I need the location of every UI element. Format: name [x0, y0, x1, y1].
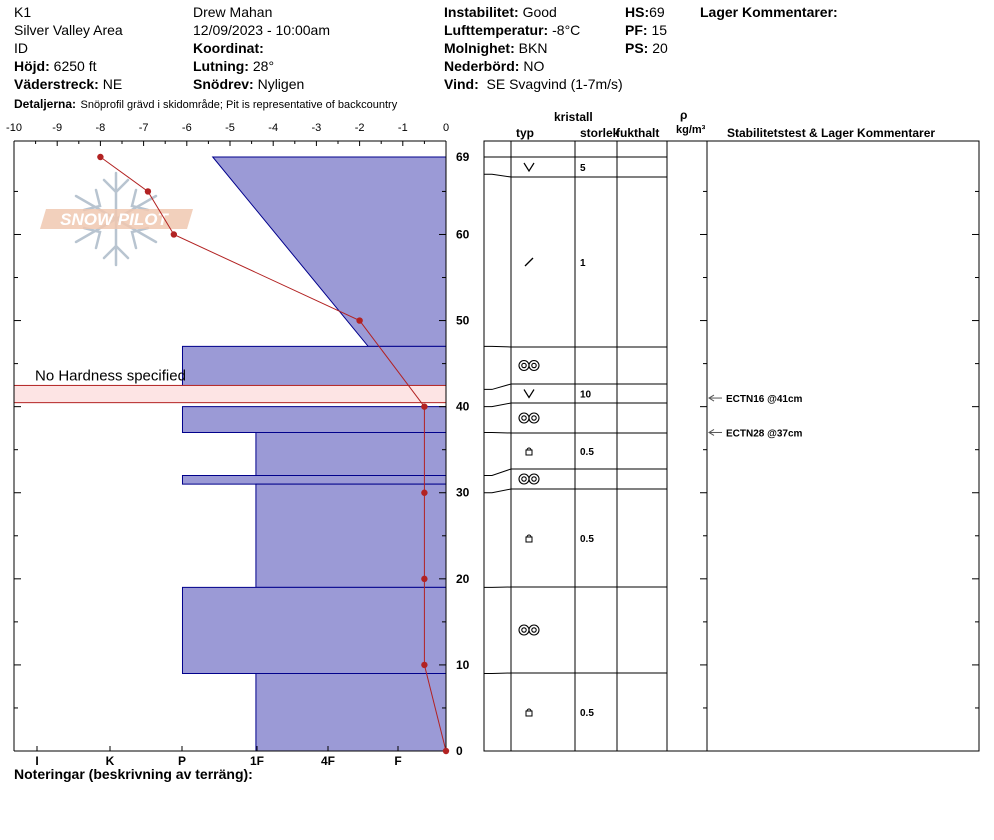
type-header: typ: [516, 126, 534, 140]
hardness-layer: [182, 476, 446, 485]
temp-point: [97, 154, 103, 160]
rounded-glyph-box: [526, 711, 532, 716]
temp-tick-label: -8: [95, 122, 106, 134]
hardness-layer: [182, 587, 446, 673]
temp-tick-label: -5: [225, 122, 235, 134]
details-label: Detaljerna:: [14, 97, 77, 111]
pit-name: K1: [14, 4, 32, 20]
table-border: [484, 141, 979, 751]
watermark-text: SNOW PILOT: [60, 210, 168, 229]
pf-label: PF:: [625, 22, 648, 38]
size-header: storlek: [580, 126, 620, 140]
temp-tick-label: -2: [354, 122, 365, 134]
comments-header: Stabilitetstest & Lager Kommentarer: [727, 126, 936, 140]
no-hardness-band: [14, 385, 446, 402]
elevation-value: 6250 ft: [53, 58, 97, 74]
notes-label: Noteringar (beskrivning av terräng):: [14, 766, 253, 782]
precip-value: NO: [523, 58, 545, 74]
faceted-glyph: [524, 390, 534, 398]
observer: Drew Mahan: [193, 4, 273, 20]
temp-point: [421, 576, 427, 582]
layer-size: 5: [580, 163, 586, 174]
details-text: Snöprofil grävd i skidområde; Pit is representative of backcountry: [80, 99, 398, 111]
stability-test-label: ECTN28 @37cm: [726, 428, 803, 440]
rounded-glyph-box: [526, 537, 532, 542]
slope-value: 28°: [252, 58, 275, 74]
wind-loading-label: Snödrev:: [193, 76, 254, 92]
layer-size: 0.5: [580, 708, 594, 719]
hardness-layer: [256, 432, 446, 475]
melt-freeze-crystal-icon: [519, 413, 539, 423]
no-hardness-label: No Hardness specified: [35, 367, 186, 385]
hardness-tick-label: 4F: [320, 754, 336, 768]
state: ID: [14, 40, 28, 56]
height-tick-label: 40: [456, 399, 470, 414]
temp-tick-label: -6: [181, 122, 192, 134]
rounded-crystal-icon: [526, 709, 532, 716]
coordinate-label: Koordinat:: [193, 40, 264, 56]
melt-freeze-ring: [529, 413, 539, 423]
height-tick-label: 50: [456, 313, 470, 328]
layer-connector: [484, 384, 511, 389]
melt-freeze-ring: [529, 361, 539, 371]
layer-comments-label: Lager Kommentarer:: [700, 4, 838, 20]
hardness-profile: [182, 157, 446, 751]
crystal-header: kristall: [554, 110, 593, 124]
ps-label: PS:: [625, 40, 649, 56]
layer-size: 10: [580, 389, 592, 401]
decomposing-crystal-icon: [525, 258, 533, 266]
melt-freeze-ring: [519, 474, 529, 484]
precip-label: Nederbörd:: [444, 58, 520, 74]
height-tick-label: 69: [456, 150, 470, 164]
temp-point: [421, 403, 427, 409]
layer-size: 0.5: [580, 534, 594, 545]
melt-freeze-inner: [532, 363, 536, 367]
melt-freeze-inner: [522, 416, 526, 420]
hardness-layer: [213, 157, 446, 346]
stability-value: Good: [522, 4, 557, 20]
wind-label: Vind:: [444, 76, 479, 92]
hardness-layer: [256, 674, 446, 751]
layer-connector: [484, 489, 511, 493]
melt-freeze-inner: [522, 628, 526, 632]
snowpilot-watermark: [40, 173, 193, 265]
layer-connector: [484, 403, 511, 407]
melt-freeze-ring: [519, 361, 529, 371]
layer-connector: [484, 174, 511, 177]
temp-point: [421, 490, 427, 496]
layer-connector: [484, 469, 511, 476]
temp-point: [145, 188, 151, 194]
wind-value: SE Svagvind (1-7m/s): [486, 76, 623, 92]
decomposing-glyph: [525, 258, 533, 266]
rounded-crystal-icon: [526, 535, 532, 542]
hardness-tick-label: I: [35, 754, 39, 768]
air-temp-label: Lufttemperatur:: [444, 22, 549, 38]
temp-tick-label: -9: [52, 122, 63, 134]
melt-freeze-inner: [522, 477, 526, 481]
height-tick-label: 10: [456, 657, 470, 672]
rho-header: ρ: [680, 108, 688, 122]
height-tick-label: 60: [456, 227, 470, 242]
sky-value: BKN: [518, 40, 548, 56]
temp-tick-label: -3: [311, 122, 322, 134]
slope-label: Lutning:: [193, 58, 249, 74]
temp-point: [356, 317, 362, 323]
layer-connector: [484, 432, 511, 433]
temp-tick-label: -7: [138, 122, 149, 134]
temp-point: [443, 748, 449, 754]
temp-point: [421, 662, 427, 668]
hs-value: 69: [649, 4, 665, 20]
melt-freeze-inner: [522, 363, 526, 367]
melt-freeze-ring: [529, 474, 539, 484]
temp-point: [171, 231, 177, 237]
hardness-tick-label: F: [394, 754, 402, 768]
elevation-label: Höjd:: [14, 58, 50, 74]
hardness-layer: [182, 407, 446, 433]
hardness-tick-label: K: [105, 754, 115, 768]
layer-size: 1: [580, 258, 586, 269]
layer-connector: [484, 346, 511, 347]
area-name: Silver Valley Area: [14, 22, 123, 38]
melt-freeze-inner: [532, 628, 536, 632]
hardness-tick-label: P: [177, 754, 187, 768]
melt-freeze-crystal-icon: [519, 361, 539, 371]
hs-label: HS:: [625, 4, 650, 20]
temp-tick-label: -4: [268, 122, 279, 134]
moisture-header: fukthalt: [616, 126, 660, 140]
melt-freeze-crystal-icon: [519, 625, 539, 635]
temp-tick-label: 0: [442, 122, 450, 134]
melt-freeze-ring: [519, 413, 529, 423]
layer-connector: [484, 673, 511, 674]
ps-value: 20: [652, 40, 668, 56]
faceted-crystal-icon: [524, 390, 534, 398]
faceted-glyph: [524, 163, 534, 171]
wind-loading-value: Nyligen: [257, 76, 305, 92]
pf-value: 15: [651, 22, 668, 38]
datetime: 12/09/2023 - 10:00am: [193, 22, 330, 38]
melt-freeze-inner: [532, 416, 536, 420]
layer-size: 0.5: [580, 447, 594, 458]
density-unit-header: kg/m³: [676, 124, 706, 136]
aspect-value: NE: [102, 76, 123, 92]
stability-test-label: ECTN16 @41cm: [726, 394, 803, 406]
hardness-tick-label: 1F: [249, 754, 265, 768]
melt-freeze-ring: [529, 625, 539, 635]
stability-label: Instabilitet:: [444, 4, 519, 20]
sky-label: Molnighet:: [444, 40, 515, 56]
height-tick-label: 0: [456, 744, 463, 758]
melt-freeze-inner: [532, 477, 536, 481]
air-temp-value: -8°C: [552, 22, 581, 38]
rounded-crystal-icon: [526, 448, 532, 455]
melt-freeze-ring: [519, 625, 529, 635]
temp-tick-label: -1: [397, 122, 408, 134]
rounded-glyph-box: [526, 450, 532, 455]
temp-tick-label: -10: [6, 122, 22, 134]
height-tick-label: 20: [456, 571, 470, 586]
aspect-label: Väderstreck:: [14, 76, 99, 92]
faceted-crystal-icon: [524, 163, 534, 171]
hardness-layer: [256, 484, 446, 587]
melt-freeze-crystal-icon: [519, 474, 539, 484]
layer-table: [484, 141, 979, 751]
height-tick-label: 30: [456, 485, 470, 500]
